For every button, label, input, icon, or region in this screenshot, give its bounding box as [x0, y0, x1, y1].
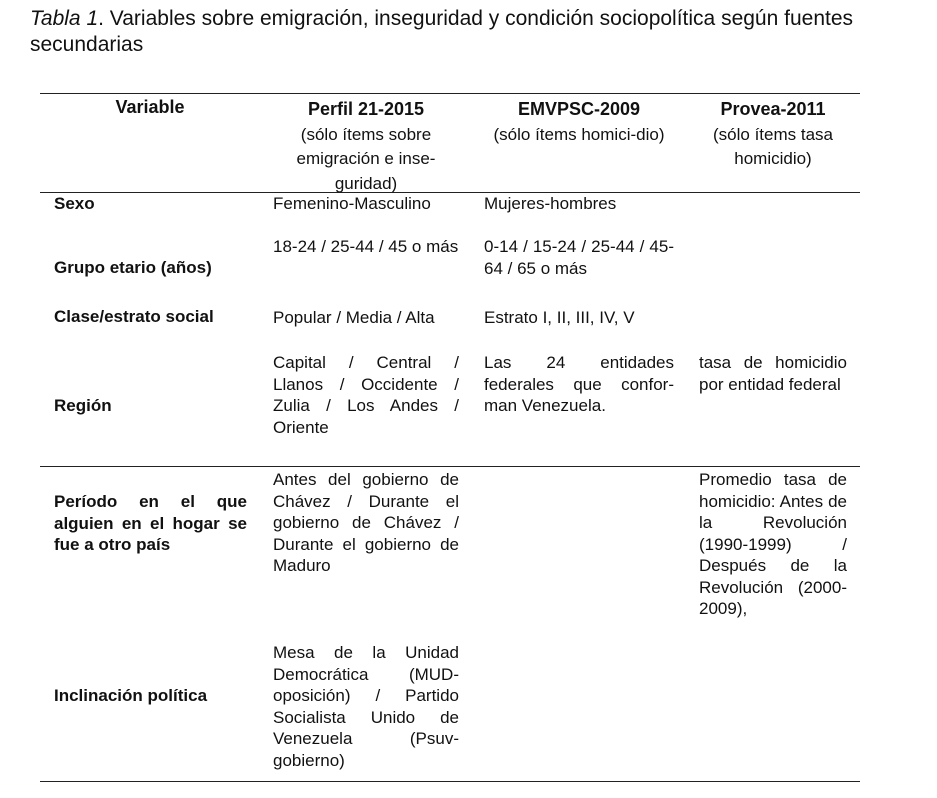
header-title: Provea-2011 — [720, 99, 826, 119]
row-label-clase: Clase/estrato social — [54, 307, 214, 326]
header-subtitle: (sólo ítems sobre emigración e inse-guridad) — [296, 124, 436, 193]
header-title: Variable — [115, 97, 185, 117]
header-provea — [688, 97, 858, 172]
header-title: EMVPSC-2009 — [517, 99, 641, 119]
row-label-region: Región — [54, 396, 112, 415]
header-variable — [40, 97, 260, 119]
cell-region-provea: tasa de homicidio por entidad federal — [699, 353, 847, 394]
row-label-edad: Grupo etario (años) — [54, 258, 212, 277]
header-subtitle: (sólo ítems homici-dio) — [493, 124, 665, 144]
cell-clase-perfil: Popular / Media / Alta — [273, 308, 435, 327]
table-top-rule — [40, 93, 860, 94]
row-label-politica: Inclinación política — [54, 686, 208, 705]
header-perfil — [268, 97, 464, 196]
cell-region-emvpsc: Las 24 entidades federales que confor-man Venezuela. — [484, 353, 674, 415]
header-title: Perfil 21-2015 — [307, 99, 425, 119]
caption-label: Tabla 1 — [30, 7, 99, 30]
cell-clase-emvpsc: Estrato I, II, III, IV, V — [484, 308, 635, 327]
cell-sexo-emvpsc: Mujeres-hombres — [484, 194, 617, 213]
cell-periodo-perfil: Antes del gobierno de Chávez / Durante el gobierno de Chávez / Durante el gobierno de Maduro — [273, 470, 459, 575]
cell-edad-perfil: 18-24 / 25-44 / 45 o más — [273, 237, 459, 256]
cell-region-perfil: Capital / Central / Llanos / Occidente / Zulia / Los Andes / Oriente — [273, 353, 459, 437]
cell-edad-emvpsc: 0-14 / 15-24 / 25-44 / 45-64 / 65 o más — [484, 237, 674, 278]
table-bottom-rule — [40, 781, 860, 782]
header-subtitle: (sólo ítems tasa homicidio) — [713, 124, 833, 168]
row-label-periodo: Período en el que alguien en el hogar se fue a otro país — [54, 492, 247, 554]
mid-rule — [40, 466, 860, 467]
header-emvpsc — [478, 97, 680, 147]
table-caption — [30, 6, 910, 58]
caption-text: . Variables sobre emigración, inseguridad y condición sociopolítica según fuentes secundarias — [30, 7, 854, 56]
row-label-sexo: Sexo — [54, 194, 95, 213]
cell-periodo-provea: Promedio tasa de homicidio: Antes de la Revolución (1990-1999) / Después de la Revolución (2000-2009), — [699, 470, 847, 618]
cell-sexo-perfil: Femenino-Masculino — [273, 194, 431, 213]
cell-politica-perfil: Mesa de la Unidad Democrática (MUD-oposición) / Partido Socialista Unido de Venezuela (Psuv-gobierno) — [273, 643, 459, 770]
